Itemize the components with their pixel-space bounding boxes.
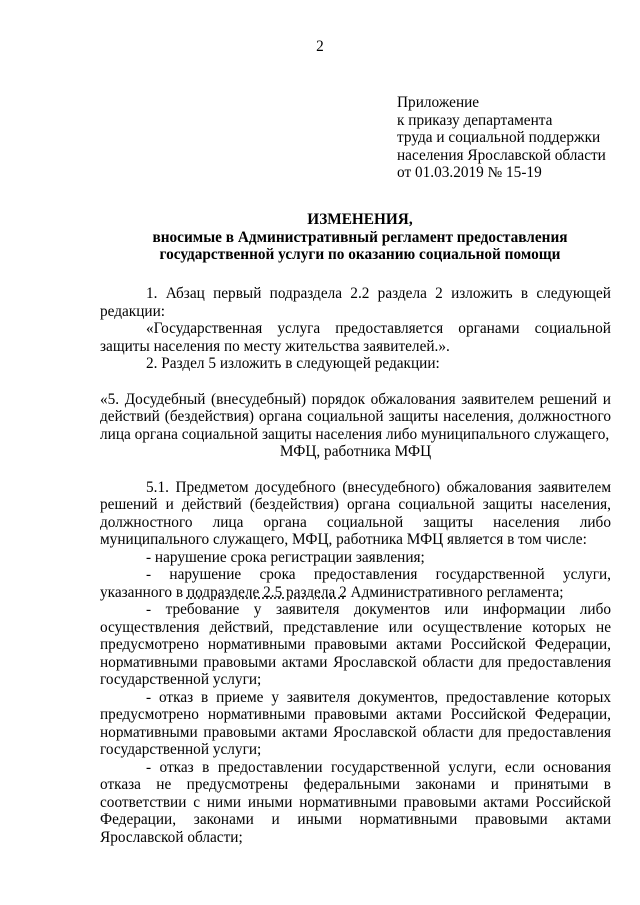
page-number: 2 xyxy=(316,38,324,55)
appendix-line: от 01.03.2019 № 15-19 xyxy=(397,164,542,181)
appendix-line: населения Ярославской области xyxy=(397,146,606,164)
title-line: государственной услуги по оказанию социальной помощи xyxy=(159,246,561,263)
section-heading-end: МФЦ, работника МФЦ xyxy=(279,443,432,460)
document-title xyxy=(100,211,620,264)
appendix-line: Приложение xyxy=(397,94,480,111)
list-item: - отказ в приеме у заявителя документов, предоставление которых предусмотрено нормативными правовыми актами Российской Федерации, нормативными правовыми актами Ярославской области для предоставления государственной услуги; xyxy=(100,688,611,758)
title-line: ИЗМЕНЕНИЯ, xyxy=(307,211,413,228)
quoted-paragraph: «Государственная услуга предоставляется органами социальной защиты населения по месту жительства заявителей.». xyxy=(100,320,611,355)
title-line: вносимые в Административный регламент предоставления xyxy=(152,228,568,246)
list-item: - требование у заявителя документов или информации либо осуществления действий, представление или осуществление которых не предусмотрено нормативными правовыми актами Российской Федерации, нормативными правовыми актами Ярославской области для предоставления государственной услуги; xyxy=(100,601,611,688)
appendix-block xyxy=(397,94,632,182)
clause-5-1: 5.1. Предметом досудебного (внесудебного) обжалования заявителем решений и действий (бездействия) органа социальной защиты населения, должностного лица органа социальной защиты населения либо муниципального служащего, МФЦ, работника МФЦ является в том числе: xyxy=(100,478,611,548)
subsection-link[interactable]: подразделе 2.5 раздела 2 xyxy=(186,583,347,601)
appendix-line: труда и социальной поддержки xyxy=(397,129,601,146)
section-heading: «5. Досудебный (внесудебный) порядок обжалования заявителем решений и действий (бездействия) органа социальной защиты населения, должностного лица органа социальной защиты населения либо муниципального служащего, xyxy=(100,390,611,443)
list-item xyxy=(100,566,611,601)
paragraph-2: 2. Раздел 5 изложить в следующей редакции: xyxy=(146,355,440,372)
list-item: - нарушение срока регистрации заявления; xyxy=(146,548,425,566)
list-item-text: Административного регламента; xyxy=(346,583,564,601)
document-body xyxy=(100,285,611,846)
list-item: - отказ в предоставлении государственной услуги, если основания отказа не предусмотрены федеральными законами и принятыми в соответствии с ними иными нормативными правовыми актами Российской Федерации, законами и иными нормативными правовыми актами Ярославской области; xyxy=(100,758,611,846)
appendix-line: к приказу департамента xyxy=(397,111,553,129)
list-item-text: - нарушение срока предоставления государственной услуги, указанного в xyxy=(100,566,611,601)
paragraph-1: 1. Абзац первый подраздела 2.2 раздела 2 изложить в следующей редакции: xyxy=(100,285,611,320)
